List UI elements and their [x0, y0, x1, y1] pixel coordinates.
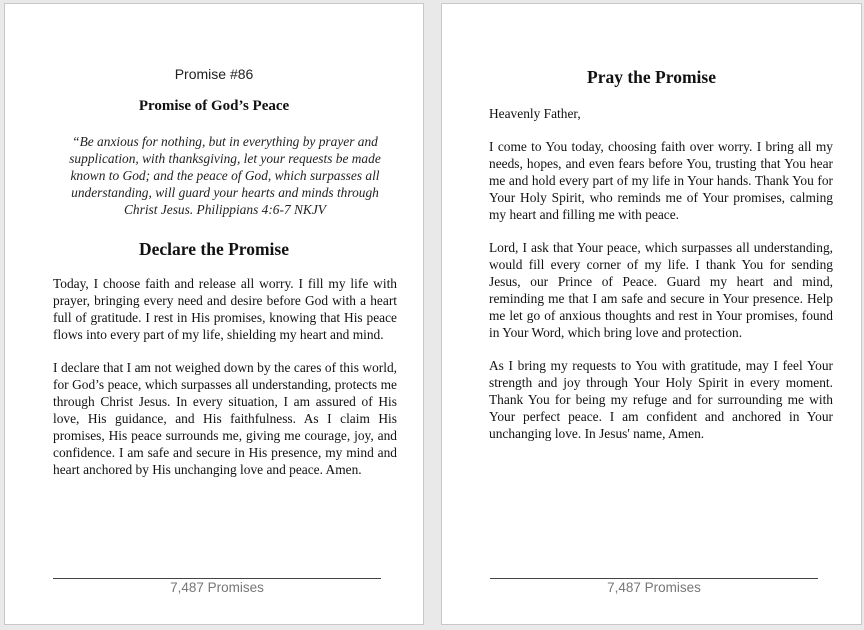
footer-promise-count: 7,487 Promises [170, 580, 264, 595]
footer-divider [490, 578, 818, 579]
scripture-quote: “Be anxious for nothing, but in everything by prayer and supplication, with thanksgiving, let your requests be made known to God; and the peace of God, which surpasses all understanding, will guard your hearts and minds through Christ Jesus. Philippians 4:6-7 NKJV [69, 134, 381, 217]
promise-title: Promise of God’s Peace [138, 98, 290, 114]
pray-heading: Pray the Promise [587, 67, 716, 87]
pray-body [489, 105, 833, 458]
declare-body [53, 275, 397, 494]
footer-divider [53, 578, 381, 579]
pray-paragraph: I come to You today, choosing faith over worry. I bring all my needs, hopes, and even fears before You, trusting that You hear me and hold every part of my life in Your hands. Thank You for Your Holy Spirit, who reminds me of Your promises, calming my heart and filling me with peace. [489, 139, 833, 222]
right-page [441, 3, 862, 625]
footer-promise-count: 7,487 Promises [607, 580, 701, 595]
declare-paragraph: I declare that I am not weighed down by the cares of this world, for God’s peace, which surpasses all understanding, protects me through Christ Jesus. In every situation, I am assured of His love, His guidance, and His faithfulness. As I claim His promises, His peace surrounds me, giving me courage, joy, and confidence. I am safe and secure in His presence, my mind and heart anchored by His unchanging love and peace. Amen. [53, 360, 397, 477]
declare-paragraph: Today, I choose faith and release all worry. I fill my life with prayer, bringing every need and desire before God with a heart full of gratitude. I rest in His promises, knowing that His peace flows into every part of my life, shielding my heart and mind. [53, 276, 397, 342]
promise-number: Promise #86 [174, 66, 254, 82]
pray-paragraph: Lord, I ask that Your peace, which surpasses all understanding, would fill every corner of my life. I thank You for sending Jesus, our Prince of Peace. Guard my heart and mind, reminding me that I am safe and secure in Your presence. Help me let go of anxious thoughts and rest in Your promises, found in Your Word, which bring love and protection. [489, 240, 833, 340]
left-page [4, 3, 424, 625]
pray-paragraph: As I bring my requests to You with gratitude, may I feel Your strength and joy through Your Holy Spirit in every moment. Thank You for being my refuge and for surrounding me with Your perfect peace. I am confident and anchored in Your unchanging love. In Jesus' name, Amen. [489, 358, 833, 441]
pray-salutation: Heavenly Father, [489, 106, 581, 121]
declare-heading: Declare the Promise [139, 239, 289, 259]
